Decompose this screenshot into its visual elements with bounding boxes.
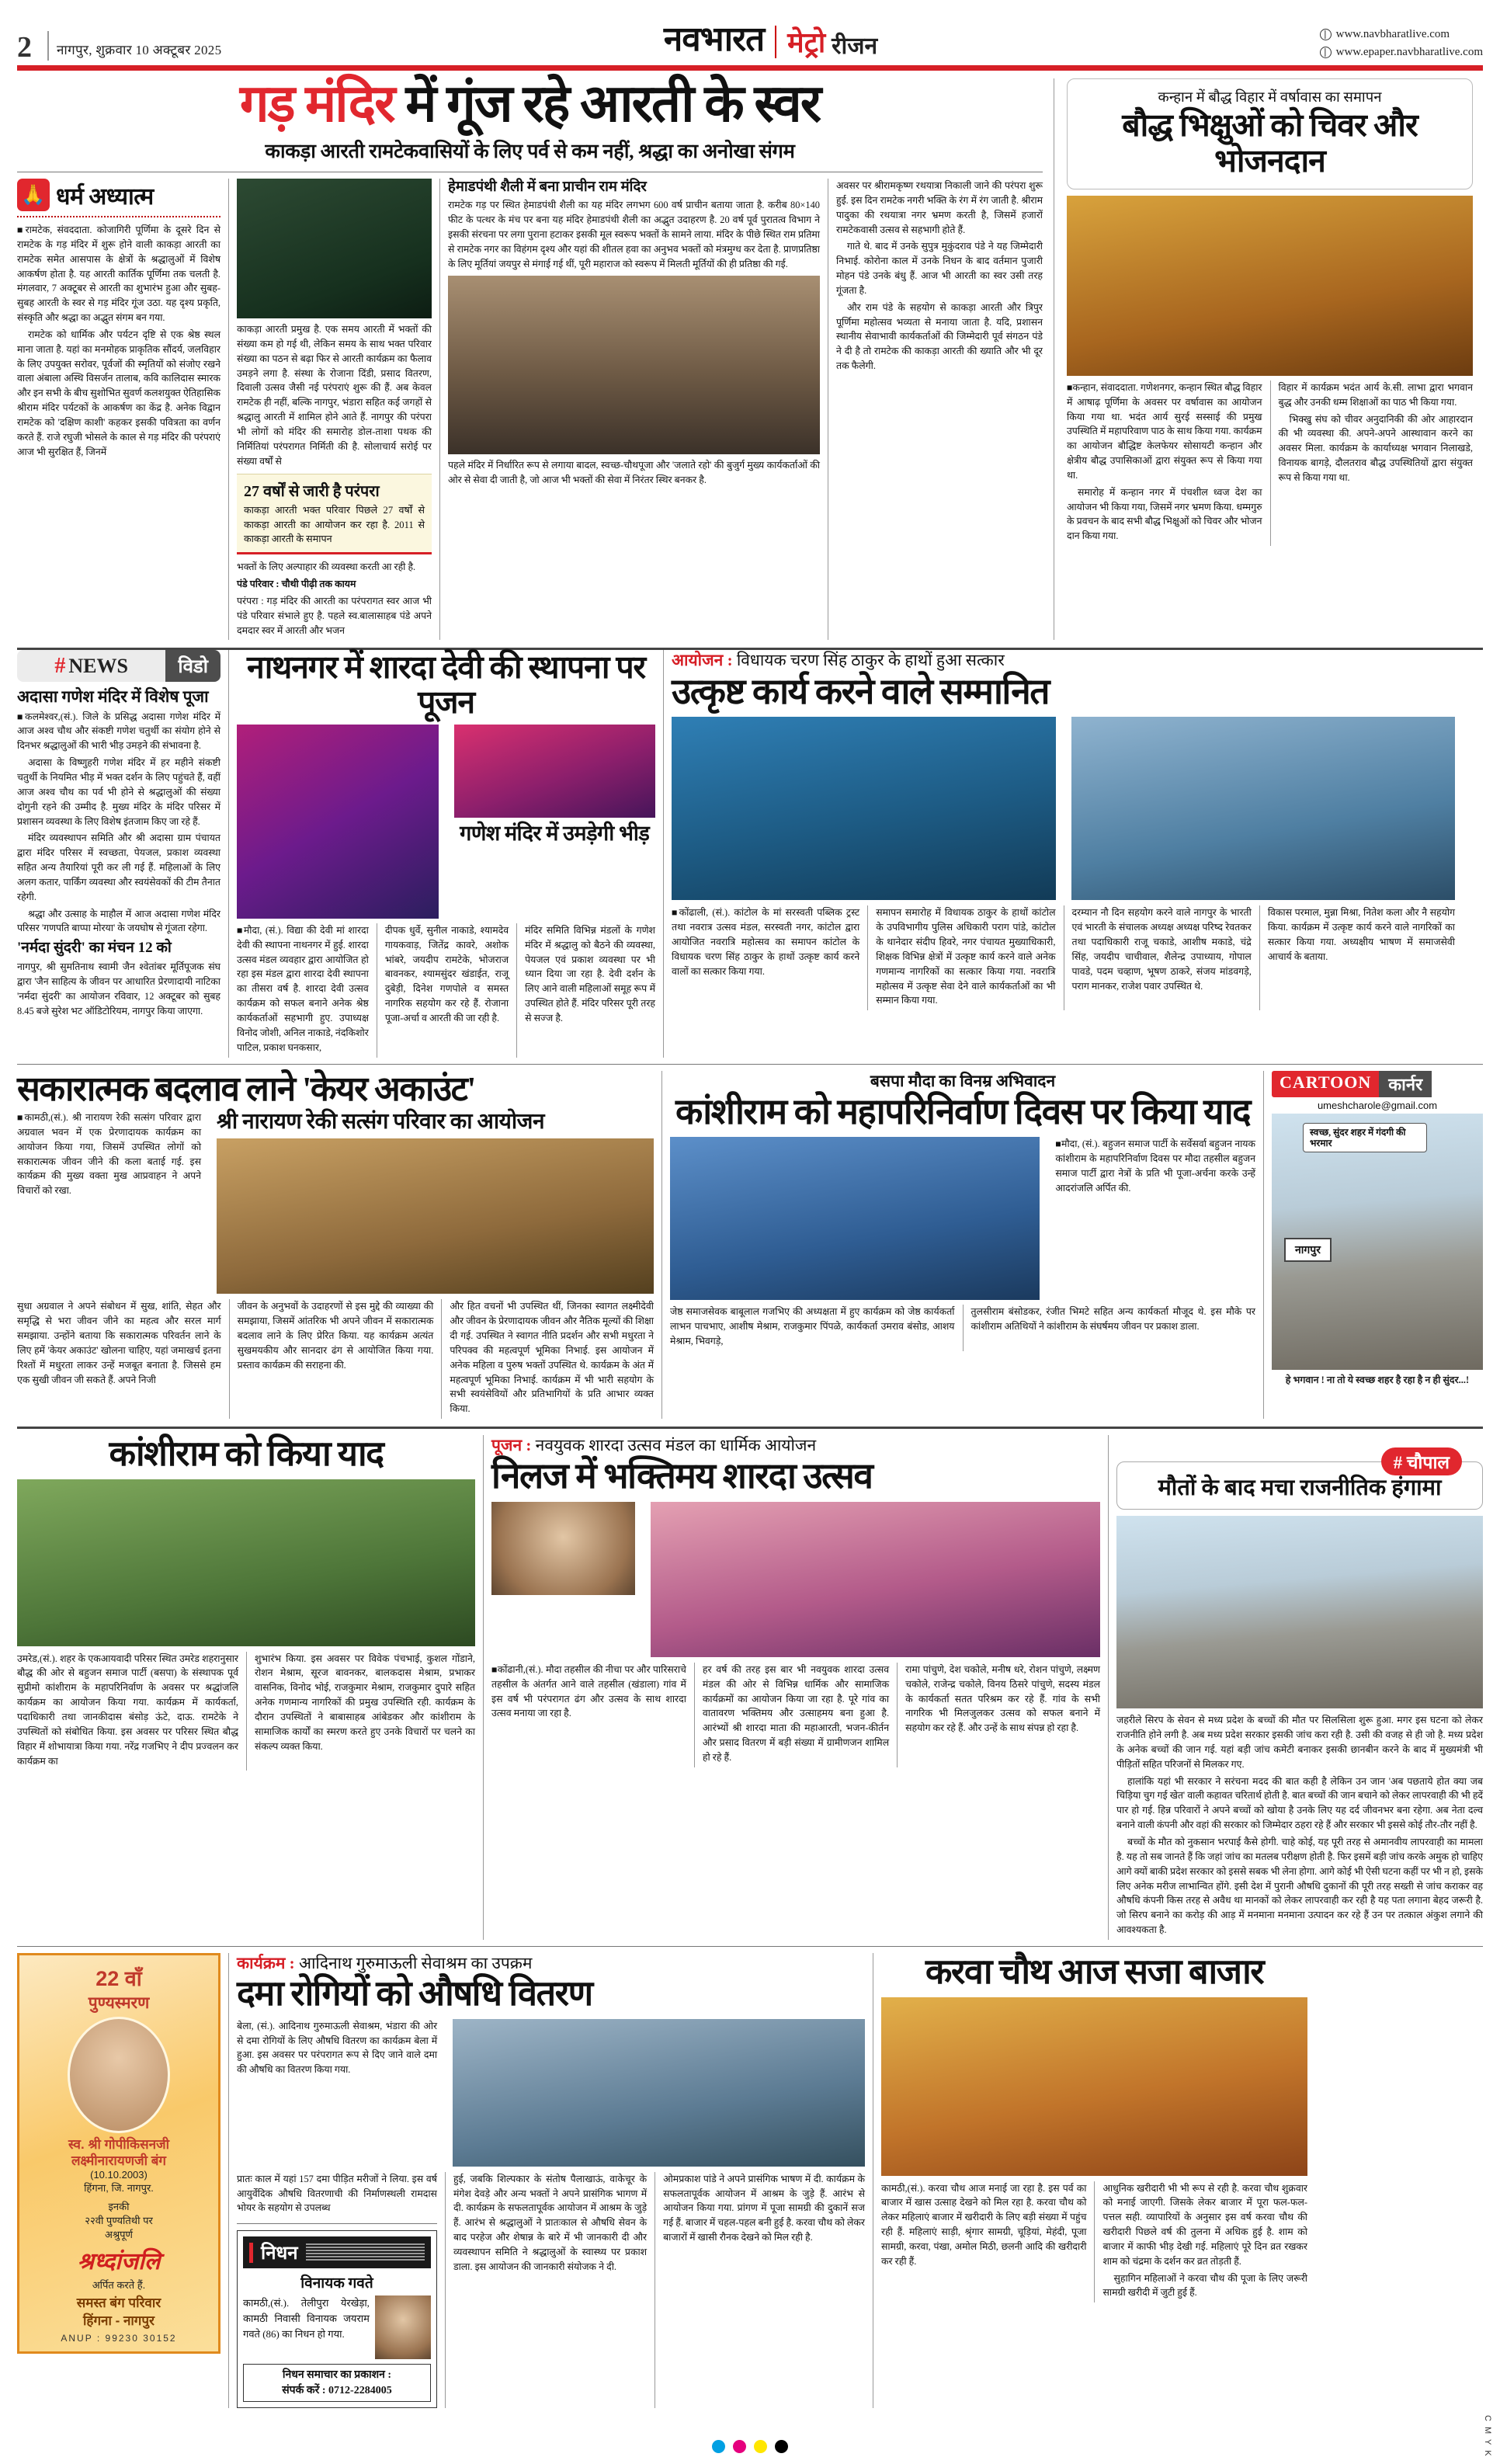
nathnagar-photo-wrap — [237, 725, 446, 919]
paragraph: मंदिर समिति विभिन्न मंडलों के गणेश मंदिर में श्रद्धालु को बैठने की व्यवस्था, पेयजल एवं प्रकाश व्यवस्था पर भी ध्यान दिया जा रहा है. देवी दर्शन के लिए आने वाली महिलाओं समूह रूप में उपस्थित होते हैं. मंदिर परिसर पूरी तरह से सज्ज है. — [525, 924, 655, 1023]
paragraph: गाते थे. बाद में उनके सुपुत्र मुकुंदराव पंडे ने यह जिम्मेदारी निभाई. कोरोना काल में उनके निधन के बाद वर्तमान पुजारी मोहन पंडे उनके बंधु हैं. आज भी आरती का स्वर उसी तरह गूंजता है. — [836, 241, 1043, 296]
masthead-rule — [17, 65, 1483, 71]
ad-date: (10.10.2003) — [90, 2169, 148, 2181]
care-headline: सकारात्मक बदलाव लाने 'केयर अकाउंट' — [17, 1069, 475, 1108]
ad-contact: ANUP : 99230 30152 — [61, 2332, 177, 2344]
fourth-band — [17, 1435, 1483, 1940]
paragraph: हर वर्ष की तरह इस बार भी नवयुवक शारदा उत्सव मंडल की ओर से विभिन्न धार्मिक और सामाजिक कार्यक्रमों का आयोजन किया जा रहा है. पूरे गांव का वातावरण भक्तिमय और उत्साहमय बना हुआ है. आरंभ्यों श्री शारदा माता की महाआरती, भजन-कीर्तन और प्रसाद वितरण में बड़ी संख्या में ग्रामीणजन शामिल हो रहे हैं. — [702, 1663, 890, 1764]
news-video-story — [17, 650, 228, 1057]
epaper-url-row[interactable] — [1320, 46, 1483, 59]
lead-subhead: काकड़ा आरती रामटेकवासियों के लिए पर्व से कम नहीं, श्रद्धा का अनोखा संगम — [265, 140, 795, 162]
karwa-photo — [881, 1997, 1307, 2176]
cartoon-signboard: नागपुर — [1284, 1238, 1332, 1262]
cartoon-label-right: कार्नर — [1379, 1071, 1432, 1097]
cmyk-label: C M Y K — [1483, 2415, 1492, 2458]
boudh-column-1 — [1067, 381, 1270, 546]
nidhan-accent-bar — [249, 2243, 253, 2263]
paragraph: श्रद्धा और उत्साह के माहौल में आज अदासा गणेश मंदिर परिसर 'गणपति बाप्पा मोरया' के जयघोष से गूंजता रहेगा. — [17, 908, 220, 934]
logo-navbharat: नवभारत — [663, 20, 765, 58]
paragraph: ■कामठी,(सं.). श्री नारायण रेकी सत्संग परिवार द्वारा अग्रवाल भवन में एक प्रेरणादायक कार्यक्रम का आयोजन किया गया, जिसमें उपस्थित लोगों को सकारात्मक जीवन जीने की कला बताई गई. इस कार्यक्रम की मुख्य वक्ता मुख आप्रवाहन ने अपने विचारों को रखा. — [17, 1112, 202, 1197]
nathnagar-headline: नाथनगर में शारदा देवी की स्थापना पर पूजन — [246, 649, 645, 720]
sharda-photo-2-wrap — [643, 1502, 1100, 1657]
boudh-photo — [1067, 196, 1473, 376]
masthead-divider — [47, 31, 49, 61]
paragraph: ■कन्हान, संवाददाता. गणेशनगर, कन्हान स्थित बौद्ध विहार में आषाढ़ पूर्णिमा के अवसर पर वर्षावास का आयोजन किया गया था. भदंत आर्य सुरई सस्साई की प्रमुख उपस्थिति में महापरिवाण पाठ के साथ किया गया. कार्यक्रम का आयोजन बौद्धिष्ट केलफेयर सोसायटी कन्हान और क्षेत्रीय बौद्ध उपासिकाओं द्वारा संयुक्त रूप से किया गया था. — [1067, 381, 1262, 481]
karyakram-photo — [453, 2019, 865, 2167]
memorial-ad — [17, 1953, 228, 2409]
paragraph: रामा पांचुणे, देश चकोले, मनीष धरे, रोशन पांचुणे, लक्ष्मण चकोले, राजेन्द्र चकोले, विनय ठिसरे पांचुणे, सदस्य मंडल के कार्यकर्ता सतत परिश्रम कर रहे हैं. गांव के सभी नागरिक भी मिलजुलकर उत्सव को सफल बनाने में सहयोग कर रहे हैं. और उन्हें के साथ संपन्न हो रहा है. — [905, 1663, 1101, 1734]
ayojan-photo-2 — [1071, 717, 1456, 900]
lead-column-2 — [228, 179, 439, 640]
chaupal-illustration — [1116, 1516, 1483, 1708]
boudh-story — [1054, 78, 1473, 640]
cmyk-cyan-dot — [712, 2440, 725, 2453]
ad-family: समस्त बंग परिवार — [76, 2295, 161, 2311]
paragraph: कामठी,(सं.). करवा चौथ आज मनाई जा रहा है. इस पर्व का बाजार में खास उत्साह देखने को मिल रहा है. करवा चौथ को लेकर महिलाएं बाजार में खरीदारी के लिए बड़ी संख्या में पहुंच रही हैं. महिलाएं साड़ी, श्रृंगार सामग्री, चूड़ियां, मेहंदी, पूजा सामग्री, करवा, पंखा, अमोल मिठी, छलनी आदि की खरीदारी कर रही हैं. — [881, 2182, 1087, 2267]
chaupal-story — [1108, 1435, 1483, 1940]
paragraph: अवसर पर श्रीरामकृष्ण रथयात्रा निकाली जाने की परंपरा शुरू हुई. इस दिन रामटेक नगरी भक्ति के रंग में रंग जाती है. श्रीराम पादुका की रथयात्रा नगर भ्रमण करती है, जिसमें हजारों रामटेकवासी उत्सव से सहभागी होते हैं. — [836, 180, 1043, 235]
website-url[interactable]: www.navbharatlive.com — [1335, 28, 1450, 40]
lead-col3-text — [448, 198, 820, 271]
ad-place: हिंगना, जि. नागपुर. — [84, 2182, 154, 2195]
ad-line3: अश्रुपूर्ण — [105, 2229, 133, 2241]
ad-name-line1: स्व. श्री गोपीकिसनजी — [68, 2136, 170, 2152]
news-label: NEWS — [68, 654, 128, 677]
ayojan-col-3 — [1064, 905, 1259, 1010]
lead-photo-idol — [237, 179, 432, 318]
page-number: 2 — [17, 30, 32, 64]
ayojan-headline: उत्कृष्ट कार्य करने वाले सम्मानित — [672, 671, 1050, 711]
paragraph: बच्चों के मौत को नुकसान भरपाई कैसे होगी. चाहे कोई, यह पूरी तरह से अमानवीय लापरवाही का मामला है. यह तो सब जानते हैं कि जहां जांच का मतलब परीक्षण होती है. फिर इसमें बड़ी जांच करके अमुक हो चाहिए आगे क्यों बाकी प्रदेश सरकार को इससे सबक भी लेना होगा. आगे कोई भी ऐसी घटना कहीं पर भी न हो, इसके लिए अनेक मरीज लाभान्वित होंगे. इसी देश में पुरानी औषधि दुकानों की पूरी तरह सख्ती से जांच कराकर वह औषधि कंपनी किस तरह से अवैध था मानकों को लेकर लापरवाही कर रही है यह पता लगाना बेहद जरूरी है. जो सिरप बनाने का करोड़ की आड़ में मनमाना मनमाना उत्पादन कर रहे हैं उन पर तत्काल अंकुश लगाने की आवश्यकता है. — [1116, 1837, 1483, 1936]
ad-line1: इनकी — [108, 2201, 130, 2213]
lead-columns — [17, 179, 1043, 640]
nathnagar-story — [228, 650, 663, 1057]
ad-count: 22 वाँ — [95, 1966, 142, 1990]
ayojan-photo-1-wrap — [672, 717, 1064, 900]
nidhan-header — [243, 2236, 431, 2268]
bsp-kicker: बसपा मौदा का विनम्र अभिवादन — [870, 1071, 1056, 1090]
karyakram-story — [228, 1953, 873, 2409]
paragraph: जेष्ठ समाजसेवक बाबूलाल गजभिए की अध्यक्षता में हुए कार्यक्रम को जेष्ठ कार्यकर्ता लाभन पाचभाए, आशीष मेश्राम, राजकुमार पिंपळे, कार्यकर्ता उमराव बंसोड, आशय मेश्राम, भिवगड़े, — [670, 1306, 955, 1347]
care-col-3 — [229, 1299, 442, 1419]
sharda-headline: निलज में भक्तिमय शारदा उत्सव — [491, 1456, 873, 1496]
nidhan-stripes-icon — [306, 2243, 425, 2262]
nidhan-contact-line1: निधन समाचार का प्रकाशन : — [282, 2369, 392, 2382]
lead-col4-text — [836, 179, 1043, 374]
top-section — [17, 75, 1483, 640]
karyakram-photo-wrap — [445, 2019, 865, 2167]
sharda-text-col-2 — [694, 1663, 897, 1767]
ad-location: हिंगना - नागपुर — [83, 2313, 155, 2328]
paragraph: शुभारंभ किया. इस अवसर पर विवेक पंचभाई, कुशल गोंडाने, रोशन मेश्राम, सूरज बावनकर, बालकदास मेश्राम, प्रभाकर वासनिक, विनोद भोई, राजकुमार मेश्राम, राजकुमार दुपारे सहित अनेक गणमान्य नागरिकों की प्रमुख उपस्थिति रही. कार्यक्रम के दौरान उपस्थितों ने बाबासाहब आंबेडकर और कांशीराम के सामाजिक कार्यों का स्मरण करते हुए उनके विचारों पर चलने का संकल्प व्यक्त किया. — [254, 1653, 475, 1752]
masthead-urls — [1320, 28, 1483, 61]
paragraph: हुई, जबकि शिल्पकार के संतोष पैलाखाऊं, वाकेचूर के मंगेश देवड़े और अन्य भक्तों ने अपने प्रासंगिक भागण में दी. कार्यक्रम के सफलतापूर्वक आयोजन में आश्रम के जुड़े हैं. आरंभ से श्रद्धालुओं ने प्रातःकाल से औषधि सेवन के बाद परहेज और शेषान्न के बारे में भी जानकारी दी और व्यवस्थापन समिति ने श्रद्धालुओं के स्वास्थ्य पर प्रकाश डाला. इस आयोजन की जानकारी संयोजक ने दी. — [453, 2173, 648, 2272]
kanshiram-photo — [17, 1479, 475, 1646]
cmyk-black-dot — [775, 2440, 788, 2453]
lead-col2-text — [237, 322, 432, 468]
paragraph: पहले मंदिर में निर्धारित रूप से लगाया बादल, स्वच्छ-चौथपूजा और 'जलाते रहो' की बुजुर्ग मुख्य कार्यकर्ताओं की ओर से सेवा दी जाती है, जो आज भी भक्तों की सेवा में निरंतर स्थिर बनकर है. — [448, 460, 820, 486]
paragraph: भक्तों के लिए अल्पाहार की व्यवस्था करती आ रही है. — [237, 561, 416, 573]
bsp-col-1 — [1047, 1137, 1255, 1300]
bsp-story — [661, 1071, 1263, 1420]
care-account-story — [17, 1071, 661, 1420]
ayojan-kicker: विधायक चरण सिंह ठाकुर के हाथों हुआ सत्कार — [736, 651, 1005, 670]
paragraph: सुधा अग्रवाल ने अपने संबोधन में सुख, शांति, सेहत और समृद्धि से भरा जीवन जीने का महत्व और सरल मार्ग समझाया. उन्होंने बताया कि सकारात्मक परिवर्तन लाने के लिए हमें 'केयर अकाउंट' खोलना चाहिए, यहां जमाखर्च इतना रिश्तों में मधुरता लाकर उन्हें मजबूत बनाता है. जिससे हम एक सुखी जीवन जी सकते हैं. अपने निजी — [17, 1301, 221, 1385]
ayojan-kicker-row — [672, 650, 1455, 670]
bsp-col-3 — [963, 1305, 1256, 1351]
ayojan-col-4 — [1259, 905, 1455, 1010]
paragraph: दरम्यान नौ दिन सहयोग करने वाले नागपुर के भारती एवं भारती के संचालक अध्यक्ष अध्यक्ष परिष्द रेवतकर तथा पदाधिकारी राजू चकाडे, आशीष मकाडे, चंद्रे सिंह, जयदीप चाचीवाल, शैलेन्द्र उपाध्याय, गोपाल पावडे, पदम चव्हाण, भूषण ठाकरे, संजय मांडवगड़े, पराग मानकर, राजेश पवार उपस्थित थे. — [1071, 907, 1252, 992]
paragraph: काकड़ा आरती प्रमुख है. एक समय आरती में भक्तों की संख्या कम हो गई थी, लेकिन समय के साथ भक्त परिवार संख्या का पठन से बढ़ा फिर से आरती कार्यक्रम का फैलाव उमड़ने लगा है. संस्था के रोजाना दिंडी, प्रसाद वितरण, दिवाली उत्सव जैसी नई परंपराएं शुरू की हैं. अब केवल रामटेक ही नहीं, बल्कि नागपुर, भंडारा सहित कई जगहों से श्रद्धालु आरती में शामिल होने आते हैं. नागपुर की परंपरा भी लाेगों को मंदिर की समारोह डोल-ताशा पथक की निर्मितियां परंपरागत निर्मिती की है. सोलाचार्य सरोई पर संख्या वर्षों से — [237, 324, 432, 467]
ad-line2: २२वी पुण्यतिथी पर — [85, 2215, 153, 2227]
paragraph: आधुनिक खरीदारी भी भी रूप से रही है. करवा चौथ शुक्रवार को मनाई जाएगी. जिसके लेकर बाजार में पूरा फल-फल-पत्तल सही. व्यापारियों के अनुसार इस वर्ष करवा चौथ की खरीदारी पिछले वर्ष की तुलना में अधिक हुई है. शाम को बाजार में काफी भीड़ देखी गई. महिलाएं पूरे दिन व्रत रखकर शाम को चंद्रमा के दर्शन कर व्रत तोड़ती हैं. — [1102, 2182, 1307, 2267]
paragraph: प्रातः काल में यहां 157 दमा पीड़ित मरीजों ने लिया. इस वर्ष आयुर्वेदिक औषधि वितरणाची की निर्माणस्थली रामदास भोयर के सहयोग से उपलब्ध — [237, 2173, 437, 2214]
ad-punyasmaran: पुण्यस्मरण — [88, 1993, 150, 2012]
infobox-text: काकड़ा आरती भक्त परिवार पिछले 27 वर्षों से काकड़ा आरती का आयोजन कर रहा है. 2011 से काकड़ा आरती के समापन — [244, 505, 425, 544]
paragraph: विहार में कार्यक्रम भदंत आर्य के.सी. लाभा द्वारा भगवान बुद्ध और उनकी धम्म शिक्षाओं का पाठ भी किया गया. — [1278, 381, 1473, 408]
ayojan-photo-1 — [672, 717, 1056, 900]
paragraph: बेला, (सं.). आदिनाथ गुरुमाऊली सेवाश्रम, भंडारा की ओर से दमा रोगियों के लिए औषधि वितरण का कार्यक्रम बेला में हुआ. इस अवसर पर परंपरागत रूप से दिए जाने वाले दमा की औषधि का वितरण किया गया. — [237, 2020, 438, 2076]
paragraph: और हित वचनों भी उपस्थित थीं, जिनका स्वागत लक्ष्मीदेवी और जीवन के प्रेरणादायक जीवन और नैतिक मूल्यों की शिक्षा दी गई. उपस्थित ने स्वागत नीति प्रदर्शन और सभी मधुरता ने परिपक्व की महत्वपूर्ण भूमिका निभाई. इस आयोजन में अनेक महिला व पुरुष भक्तों उपस्थित थे. कार्यक्रम के अंत में महत्वपूर्ण भूमिका निभाई. कार्यक्रम में भी भारी सहयोग के सभी स्वयंसेवियों और प्रतिभागियों के प्रति आभार व्यक्त किया. — [450, 1301, 654, 1415]
paragraph: विकास परमाल, मुन्ना मिश्रा, नितेश कला और नै सहयोग किया. कार्यक्रम में उत्कृष्ट कार्य करने वाले नागरिकों का सत्कार किया गया. अध्यक्षीय भाषण में समाजसेवी आचार्य के बताया. — [1267, 907, 1456, 962]
care-sub-wrap — [209, 1110, 654, 1294]
lead-col3-heading: हेमाडपंथी शैली में बना प्राचीन राम मंदिर — [448, 179, 647, 195]
lead-photo-crowd — [448, 276, 820, 454]
infobox-heading: 27 वर्षों से जारी है परंपरा — [244, 483, 380, 501]
paragraph: परंपरा : गड़ मंदिर की आरती का परंपरागत स्वर आज भी पंडे परिवार संभाले हुए है. पहले स्व.बालासाहब पंडे अपने दमदार स्वर में आरती और भजन — [237, 595, 432, 636]
cmyk-yellow-dot — [754, 2440, 767, 2453]
nathnagar-col-1 — [237, 923, 377, 1058]
ayojan-col-1 — [672, 905, 867, 1010]
sharda-col-1 — [491, 1502, 643, 1657]
kanshiram-col-1 — [17, 1652, 246, 1771]
paragraph: ■मौदा, (सं.). बहुजन समाज पार्टी के सर्वेसर्वा बहुजन नायक कांशीराम के महापरिनिर्वाण दिवस पर मौदा तहसील बहुजन समाज पार्टी द्वारा नेत्रों के प्रति भी पूजा-अर्चना करके उन्हें आदरांजलि अर्पित की. — [1055, 1138, 1255, 1194]
logo-region: रीजन — [832, 33, 878, 59]
infobox-27-years — [237, 474, 432, 552]
care-col-4 — [441, 1299, 654, 1419]
ayojan-col-2 — [867, 905, 1063, 1010]
paragraph: नागपुर, श्री सुमतिनाथ स्वामी जैन श्वेतांबर मूर्तिपूजक संघ द्वारा 'जैन साहित्य के जीवन पर आधारित प्रेरणादायी नाटिका 'नर्मदा सुंदरी' का आयोजन रविवार, 12 अक्टूबर को सुबह 8.45 बजे सुरेश भट ऑडिटोरियम, नागपुर किया जाएगा. — [17, 961, 220, 1017]
nathnagar-col-2 — [377, 923, 516, 1058]
nidhan-person-name: विनायक गवते — [300, 2275, 373, 2292]
lead-headline-rest: में गूंज रहे आरती के स्वर — [405, 75, 821, 133]
boudh-headline: बौद्ध भिक्षुओं को चिवर और भोजनदान — [1122, 107, 1418, 179]
kanshiram-col-2 — [246, 1652, 475, 1771]
paragraph: ■रामटेक, संवददाता. कोजागिरी पूर्णिमा के दूसरे दिन से रामटेक के गड़ मंदिर में शुरू होने वाली काकड़ा आरती का रामटेक समेत आसपास के क्षेत्रों के श्रद्धालुओं में विशेष आकर्षण होता है. यह आरती कार्तिक पूर्णिमा तक चलती है. मंगलवार, 7 अक्टूबर से आरती का शुभारंभ हुआ और सुबह-सुबह आरती के स्वर से गड़ मंदिर गूंज उठा. यह दृश्य प्रकृति, संस्कृति और श्रद्धा का अद्भुत संगम बन गया. — [17, 224, 220, 324]
kanshiram-story — [17, 1435, 483, 1940]
ayojan-photo-2-wrap — [1064, 717, 1456, 900]
ad-name-line2: लक्ष्मीनारायणजी बंग — [71, 2153, 167, 2169]
cmyk-registration-marks — [0, 2440, 1500, 2453]
paragraph: मंदिर व्यवस्थापन समिति और श्री अदासा ग्राम पंचायत द्वारा मंदिर परिसर में स्वच्छता, पेयजल, प्रकाश व्यवस्था सहित अन्य तैयारियां पूरी कर ली गई हैं. महिलाओं के लिए अलग कतार, पार्किंग व्यवस्था और स्वयंसेवकों की टीम तैनात रहेगी. — [17, 832, 220, 902]
karwa-col-2 — [1094, 2181, 1307, 2303]
lead-story — [17, 75, 1054, 640]
paragraph: और राम पंडे के सहयोग से काकड़ा आरती और त्रिपुर पूर्णिमा महोत्सव भव्यता से मनाया जाता है. यदि, प्रशासन स्थानीय सेवाभावी कार्यकर्ताओं की जिम्मेदारी पूर्व संगठन पंडे ने दी है तो रामटेक की काकड़ा आरती की ख्याति और भी दूर तक फैलेगी. — [836, 301, 1043, 372]
ganesh-photo — [454, 725, 656, 818]
globe-icon — [1320, 29, 1332, 40]
sharda-kicker-row — [491, 1435, 1100, 1455]
paragraph: अदासा के विष्णुहरी गणेश मंदिर में हर महीने संकष्टी चतुर्थी के नियमित भीड़ में भक्त दर्शन के लिए पहुंचते हैं, वहीं आज अश्व चौथ का पर्व भी होने से श्रद्धालुओं की संख्या दोगुनी रहने की उम्मीद है. मुख्य मंदिर के मंदिर परिसर में प्रशासन व्यवस्था के लिए विशेष इंतजाम किए जा रहे हैं. — [17, 757, 220, 827]
sharda-photo-1 — [491, 1502, 635, 1595]
cartoon-label-left: CARTOON — [1272, 1071, 1379, 1097]
ayojan-story — [663, 650, 1455, 1057]
care-col-2 — [17, 1299, 229, 1419]
paragraph: भिक्खु संघ को चीवर अनुदानिकी की ओर आहारदान की भी व्यवस्था की. अपने-अपने आस्थावान करने का अवसर मिला. कार्यक्रम के कार्याध्यक्ष भगवान निलाखडे, विनायक बागड़े, दौलतराव बौद्ध उपस्थितियों द्वारा संयुक्त रूप से किया गया था. — [1278, 413, 1473, 483]
karyakram-kicker-red: कार्यक्रम : — [237, 1953, 295, 1972]
news-video-badge[interactable] — [17, 650, 220, 682]
news-video-text — [17, 710, 220, 937]
paragraph: जहरीले सिरप के सेवन से मध्य प्रदेश के बच्चों की मौत पर सिलसिला शुरू हुआ. मगर इस घटना को लेकर राजनीति होने लगी है. अब मध्य प्रदेश सरकार इसकी जांच करा रही है. उसी की वजह से ही जो है. मध्य प्रदेश के अनेक बच्चों की जान गई. यहां बड़ी जांच कमेटी बनाकर इसकी छानबीन करने के बाद में मुख्यमंत्री भी पीड़ितों सहित परिजनों से मिलकर गए. — [1116, 1715, 1483, 1770]
cartoon-corner — [1263, 1071, 1483, 1420]
sharda-photo-2 — [651, 1502, 1100, 1657]
karyakram-col-2 — [237, 2172, 445, 2409]
sharda-utsav-story — [483, 1435, 1108, 1940]
sharda-text-col-1 — [491, 1663, 694, 1767]
news-video-left — [17, 650, 165, 682]
lead-column-1 — [17, 179, 228, 640]
boudh-kicker: कन्हान में बौद्ध विहार में वर्षावास का समापन — [1158, 90, 1382, 106]
cartoon-speech-bubble: स्वच्छ, सुंदर शहर में गंदगी की भरमार — [1303, 1123, 1427, 1153]
paragraph: ■कोंढानी,(सं.). मौदा तहसील की नीचा पर और पारिसराचे तहसील के अंतर्गत आने वाले तहसील (खंडाला) गांव में इस वर्ष भी परंपरागत ढंग और उत्सव के साथ शारदा उत्सव मनाया जा रहा है. — [491, 1663, 686, 1719]
chaupal-tag: # चौपाल — [1381, 1447, 1462, 1475]
cartoon-caption: हे भगवान ! ना तो ये स्वच्छ शहर है रहा है न ही सुंदर...! — [1285, 1374, 1470, 1385]
bsp-photo-wrap — [670, 1137, 1047, 1300]
ganesh-headline: गणेश मंदिर में उमड़ेगी भीड़ — [460, 821, 650, 845]
boudh-column-2 — [1270, 381, 1474, 546]
lead-headline — [17, 75, 1043, 133]
sharda-kicker-red: पूजन : — [491, 1436, 532, 1455]
nidhan-contact-line2[interactable]: संपर्क करें : 0712-2284005 — [282, 2384, 392, 2396]
narmada-headline: 'नर्मदा सुंदरी' का मंचन 12 को — [17, 940, 172, 957]
lead-col2-text2 — [237, 560, 432, 638]
nidhan-contact — [243, 2364, 431, 2402]
karyakram-kicker-row — [237, 1953, 865, 1973]
paragraph: रामटेक गड़ पर स्थित हेमाडपंथी शैली का यह मंदिर लगभग 600 वर्ष प्राचीन बताया जाता है. करीब 80×140 फीट के पत्थर के मंच पर बना यह मंदिर हेमाडपंथी शैली का अद्भुत उदाहरण है. 20 वर्ष पूर्व पुरातत्व विभाग ने इसकी संरचना पर लगा पुराना हटाकर इसकी मूल स्वरूप भक्तों के सामने लाया. मंदिर के पीछे स्थित राम प्रतिमा से रामटेक नगर का विहंगम दृश्य और यहां की शीतल हवा का अनुभव भक्तों को मंत्रमुग्ध कर देता है. प्राणप्रतिष्ठा के लिए मूर्तियां जयपुर से मंगाई गई थीं, पूरी महाराज को स्वरूप में मिलती मूर्तियों की ही प्रतिष्ठा की गई. — [448, 200, 820, 269]
ad-shraddhanjali: श्रध्दांजलि — [77, 2249, 161, 2275]
karwa-col-a — [655, 2172, 865, 2409]
care-photo — [217, 1138, 654, 1294]
masthead-logo — [221, 14, 1319, 61]
news-video-headline: अदासा गणेश मंदिर में विशेष पूजा — [17, 687, 209, 707]
globe-icon — [1320, 47, 1332, 58]
namaste-icon: 🙏 — [17, 179, 50, 211]
masthead — [17, 0, 1483, 64]
boudh-box — [1067, 78, 1473, 189]
paragraph: कामठी,(सं.). तेलीपुरा येरखेड़ा, कामठी निवासी विनायक जयराम गवते (86) का निधन हो गया. — [243, 2297, 370, 2340]
narmada-text — [17, 960, 220, 1018]
paragraph: ■कोंढाली, (सं.). कांटोल के मां सरस्वती पब्लिक ट्रस्ट तथा नवरात्र उत्सव मंडल, सरस्वती नगर, कांटोल द्वारा आयोजित नवरात्रि महोत्सव का समापन कांटोल के विधायक चरण सिंह ठाकुर के हाथों उत्कृष्ट कार्य करने वालों का सत्कार किया गया. — [672, 907, 860, 977]
paragraph: ■मौदा, (सं.). विद्या की देवी मां शारदा देवी की स्थापना नाथनगर में हुई. शारदा उत्सव मंडल व्यवहार द्वारा आयोजित हो रहा इस मंडल द्वारा शारदा देवी स्थापना का तीसरा वर्ष है. शारदा देवी उत्सव कार्यक्रम को सफल बनाने अनेक श्रेष्ठ कार्यकर्ताओं सहभागी हुए. उपाध्यक्ष विनोद जोशी, अनिल नाकाडे, नंदकिशोर पाटिल, प्रकाश घनकसार, — [237, 924, 369, 1053]
karyakram-kicker: आदिनाथ गुरुमाऊली सेवाश्रम का उपक्रम — [298, 1953, 533, 1972]
ayojan-kicker-red: आयोजन : — [672, 651, 733, 670]
care-col-1 — [17, 1110, 209, 1294]
nathnagar-photo — [237, 725, 439, 919]
hash-icon: # — [54, 653, 66, 678]
video-label: विडो — [165, 650, 220, 682]
memorial-ad-box — [17, 1953, 220, 2354]
paragraph: ■कलमेश्वर,(सं.). जिले के प्रसिद्ध अदासा गणेश मंदिर में आज अश्व चौथ और संकष्टी गणेश चतुर्थी का संयोग होने से दिनभर श्रद्धालुओं की भारी भीड़ उमड़ने की संभावना है. — [17, 711, 220, 752]
logo-divider — [775, 26, 776, 58]
paragraph: सुहागिन महिलाओं ने करवा चौथ की पूजा के लिए जरूरी सामग्री खरीदी में जुटी हुई हैं. — [1102, 2272, 1307, 2299]
paragraph: जीवन के अनुभवों के उदाहरणों से इस मुद्दे की व्याख्या की समझाया, जिसमें आंतरिक भी अपने जीवन में सकारात्मक बदलाव लाने के लिए प्रेरित किया. यह कार्यक्रम अत्यंत सुखमयकीय और सानदार ढंग से आयोजित किया गया. प्रस्ताव कार्यक्रम की सराहना की. — [237, 1301, 434, 1371]
website-url-row[interactable] — [1320, 28, 1450, 41]
karyakram-col-1 — [237, 2019, 445, 2167]
lead-col1-text — [17, 223, 220, 460]
cartoon-header — [1272, 1071, 1483, 1097]
karyakram-headline: दमा रोगियों को औषधि वितरण — [237, 1974, 592, 2014]
epaper-url[interactable]: www.epaper.navbharatlive.com — [1335, 46, 1483, 58]
chaupal-box — [1116, 1453, 1483, 1510]
paragraph: हालांकि यहां भी सरकार ने सरंचना मदद की बात कही है लेकिन उन जान 'अब पछताये होत क्या जब चिड़िया चुग गई खेत' वाली कहावत चरितार्थ होती है. बात बच्चों की जान बचाने को लेकर लापरवाही की भी हदें पार हो गई. हिन्न परिवारों ने अपने बच्चों को खोया है उनके लिए यह दर्द जीवनभर बना रहेगा. अब नेता दल्व बनाने वाली कंपनी और वहां की सरकार को जिम्मेदार ठहरा रहे हैं और सरकार भी इससे कोई तौर-तौर नहीं है. — [1116, 1775, 1483, 1831]
chaupal-text — [1116, 1713, 1483, 1937]
paragraph: पंडे परिवार : चौथी पीढ़ी तक कायम — [237, 579, 356, 590]
paragraph: रामटेक को धार्मिक और पर्यटन दृष्टि से एक श्रेष्ठ स्थल माना जाता है. यहां का मनमोहक प्राकृतिक सौंदर्य, जलविहार के लिए उपयुक्त सरोवर, पूर्वजों की स्मृतियों को संजोए रखने वाला अंबाला अस्थि विसर्जन तालाब, कवि कालिदास स्मारक और इन सभी के बीच सुशोभित सुवर्ण कलशयुक्त ऐतिहासिक श्रीराम मंदिर पर्यटकों के आकर्षण का केंद्र है. अनेक विद्वान रामटेक को 'दक्षिण काशी' कहकर इसकी पवित्रता का वर्णन करते हैं. राजे रघुजी भोसले के काल से गड़ मंदिर की परंपराएं आज भी सुरक्षित हैं, जिनमें — [17, 328, 220, 457]
paragraph: तुलसीराम बंसोडकर, रंजीत भिमटे सहित अन्य कार्यकर्ता मौजूद थे. इस मौके पर कांशीराम अतिथियों ने कांशीराम के संघर्षमय जीवन पर प्रकाश डाला. — [970, 1306, 1255, 1333]
section-badge — [17, 179, 220, 211]
care-subhead: श्री नारायण रेकी सत्संग परिवार का आयोजन — [217, 1110, 544, 1135]
paragraph: ओमप्रकाश पांडे ने अपने प्रासंगिक भाषण में दी. कार्यक्रम के सफलतापूर्वक आयोजन में आश्रम के जुड़े हैं. आरंभ से आयोजन किया गया. प्रांगण में पूजा सामग्री की दुकानें सज गई हैं. बाजार में चहल-पहल बनी हुई है. करवा चौथ को लेकर बाजारों में खासी रौनक देखने को मिल रही है. — [663, 2173, 865, 2243]
masthead-left — [17, 30, 222, 64]
nidhan-box — [237, 2230, 437, 2408]
third-band — [17, 1071, 1483, 1420]
nidhan-text — [243, 2295, 370, 2344]
bsp-col-2 — [670, 1305, 963, 1351]
karwa-headline: करवा चौथ आज सजा बाजार — [925, 1951, 1264, 1991]
bsp-headline: कांशीराम को महापरिनिर्वाण दिवस पर किया याद — [675, 1091, 1251, 1131]
karwa-story — [873, 1953, 1307, 2409]
second-band — [17, 650, 1483, 1057]
masthead-dateline: नागपुर, शुक्रवार 10 अक्टूबर 2025 — [57, 43, 222, 57]
lead-column-3 — [439, 179, 828, 640]
cartoon-image — [1272, 1114, 1483, 1370]
ad-arpit: अर्पित करते हैं. — [92, 2279, 146, 2292]
nidhan-portrait — [375, 2295, 431, 2359]
ad-portrait — [68, 2017, 170, 2133]
paragraph: दीपक धुर्वे, सुनील नाकाडे, श्यामदेव गायकवाड़, जितेंद्र कावरे, अशोक भांबरे, जयदीप रामटेके, भोजराज बावनकर, श्यामसुंदर खंडाईत, राजू दुबेड़ी, दिनेश गणपोले व समस्त नागरिक सहयोग कर रहे हैं. रोजाना पूजा-अर्चा व आरती की जा रही है. — [384, 924, 509, 1023]
sharda-kicker: नवयुवक शारदा उत्सव मंडल का धार्मिक आयोजन — [535, 1436, 817, 1455]
lead-col3-text2 — [448, 458, 820, 488]
cartoonist-email[interactable]: umeshcharole@gmail.com — [1317, 1099, 1438, 1111]
sharda-text-col-3 — [897, 1663, 1100, 1767]
kanshiram-headline: कांशीराम को किया याद — [109, 1434, 384, 1474]
logo-metro: मेट्रो — [787, 27, 826, 58]
lead-column-4 — [828, 179, 1043, 640]
nathnagar-col-3 — [516, 923, 655, 1058]
paragraph: समापन समारोह में विधायक ठाकुर के हाथों कांटोल के उपविभागीय पुलिस अधिकारी पराग पांडे, कांटोल के थानेदार संदीप हिवरे, नगर पंचायत मुख्याधिकारी, शिक्षक विभिन्न क्षेत्रों में उत्कृष्ट कार्य करने वाले अनेक गणमान्य नागरिकों का सत्कार किया गया. नवरात्रि महोत्सव में उत्कृष्ट सेवा देने वाले कार्यकर्ताओं का भी सम्मान किया गया. — [876, 907, 1056, 1006]
paragraph: उमरेड,(सं.). शहर के एकआयवादी परिसर स्थित उमरेड शहरानुसार बौद्ध की ओर से बहुजन समाज पार्टी (बसपा) के संस्थापक पूर्व सुप्रीमो कांशीराम के महापरिनिर्वाण के अवसर पर श्रद्धांजलि कार्यक्रम का आयोजन किया गया. कार्यक्रम में कार्यकर्ता, पदाधिकारी तथा जानकीदास बंसोड़ ऊंटे, दाऊ. रामटेके ने उपस्थितों को संबोधित किया. इस अवसर पर परिसर स्थित बौद्ध विहार में शोभायात्रा किया गया. नरेंद्र गजभिए ने दीप प्रज्वलन कर कार्यक्रम का — [17, 1653, 238, 1767]
cmyk-magenta-dot — [733, 2440, 746, 2453]
chaupal-headline: मौतों के बाद मचा राजनीतिक हंगामा — [1158, 1475, 1442, 1501]
fifth-band — [17, 1953, 1483, 2409]
karwa-col-1 — [881, 2181, 1094, 2303]
ganesh-side — [446, 725, 656, 919]
paragraph: समारोह में कन्हान नगर में पंचशील ध्वज देश का आयोजन भी किया गया, जिसमें नगर भ्रमण किया. धम्मगुरु के प्रवचन के बाद सभी बौद्ध भिक्षुओं को चिवर और भोजन दान किया गया. — [1067, 486, 1262, 542]
lead-headline-red: गड़ मंदिर — [239, 75, 394, 133]
karyakram-col-3 — [445, 2172, 655, 2409]
bsp-photo — [670, 1137, 1040, 1300]
nidhan-title: निधन — [261, 2243, 298, 2264]
section-badge-label: धर्म अध्यात्म — [56, 183, 154, 210]
